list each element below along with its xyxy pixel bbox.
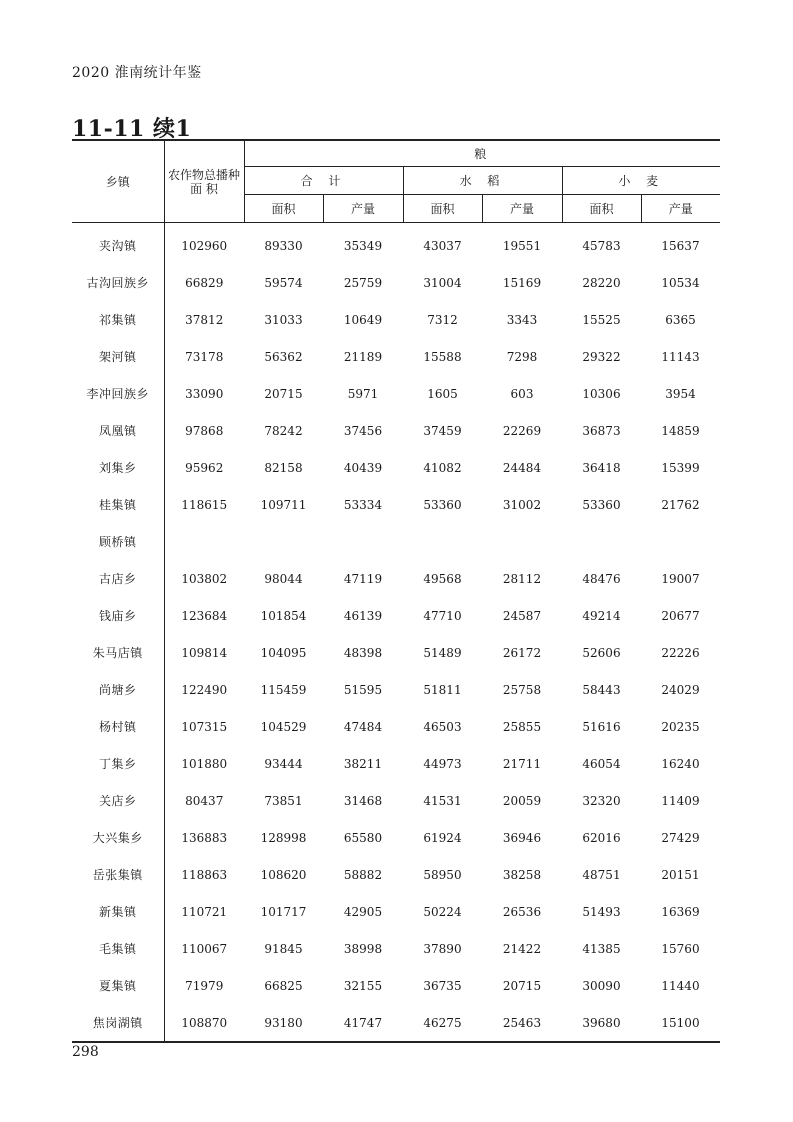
- town-cell: 刘集乡: [98, 461, 137, 475]
- wheat-area-cell: 58443: [582, 682, 621, 697]
- total-area-cell: 33090: [164, 375, 244, 412]
- total-area-cell: 80437: [164, 782, 244, 819]
- table-row: [72, 597, 720, 634]
- town-cell: 夹沟镇: [98, 239, 137, 253]
- grain-area-cell: 91845: [264, 941, 303, 956]
- rice-output-cell: 15169: [502, 275, 542, 290]
- wheat-output-cell: 24029: [661, 682, 700, 697]
- rice-output-cell: 26536: [502, 904, 542, 919]
- grain-area-cell: 93180: [264, 1015, 303, 1030]
- town-cell: 祁集镇: [98, 313, 137, 327]
- total-area-cell: 110721: [164, 893, 244, 930]
- table-row: [72, 338, 720, 375]
- grain-group-header: 粮: [244, 140, 720, 167]
- rice-output-cell: 28112: [502, 571, 542, 586]
- grain-output-cell: 46139: [343, 608, 383, 623]
- total-area-cell: 66829: [164, 264, 244, 301]
- grain-area-cell: 59574: [264, 275, 303, 290]
- rice-group-header: 水 稻: [403, 167, 562, 195]
- wheat-output-cell: 3954: [665, 386, 696, 401]
- grain-output-cell: 40439: [343, 460, 383, 475]
- table-row: [72, 967, 720, 1004]
- total-area-cell: 102960: [164, 223, 244, 265]
- wheat-area-cell: 29322: [582, 349, 621, 364]
- rice-output-cell: 26172: [502, 645, 542, 660]
- grain-area-cell: 82158: [264, 460, 303, 475]
- town-cell: 凤凰镇: [98, 424, 137, 438]
- grain-area-cell: 66825: [264, 978, 303, 993]
- rice-output-cell: 36946: [502, 830, 542, 845]
- wheat-output-cell: 22226: [661, 645, 700, 660]
- wheat-output-cell: 15637: [661, 238, 700, 253]
- rice-output-cell: 38258: [502, 867, 542, 882]
- total-area-cell: 118615: [164, 486, 244, 523]
- wheat-output-cell: 11409: [661, 793, 700, 808]
- total-area-cell: 123684: [164, 597, 244, 634]
- wheat-output-cell: 20235: [661, 719, 700, 734]
- grain-output-cell: 47119: [343, 571, 383, 586]
- town-cell: 钱庙乡: [98, 609, 137, 623]
- rice-output-cell: 22269: [502, 423, 542, 438]
- rice-output-cell: 19551: [502, 238, 542, 253]
- town-cell: 朱马店镇: [92, 646, 143, 660]
- town-cell: 新集镇: [98, 905, 137, 919]
- grain-output-cell: 5971: [347, 386, 379, 401]
- total-area-cell: 122490: [164, 671, 244, 708]
- rice-output-cell: 24484: [502, 460, 542, 475]
- rice-area-cell: 46503: [423, 719, 462, 734]
- rice-output-cell: 25855: [502, 719, 542, 734]
- total-area-cell: 73178: [164, 338, 244, 375]
- town-cell: 古沟回族乡: [86, 276, 149, 290]
- grain-area-cell: 20715: [264, 386, 303, 401]
- rice-area-cell: 61924: [423, 830, 462, 845]
- wheat-area-cell: 49214: [582, 608, 621, 623]
- grain-area-cell: 101717: [260, 904, 307, 919]
- wheat-output-header: 产量: [641, 195, 720, 223]
- rice-area-cell: [403, 523, 482, 560]
- rice-area-cell: 1605: [427, 386, 458, 401]
- wheat-area-cell: 48751: [582, 867, 621, 882]
- wheat-area-cell: 45783: [582, 238, 621, 253]
- wheat-area-cell: 52606: [582, 645, 621, 660]
- wheat-area-cell: 10306: [582, 386, 621, 401]
- grain-output-cell: 65580: [343, 830, 383, 845]
- table-row: [72, 930, 720, 967]
- grain-area-cell: 98044: [264, 571, 303, 586]
- wheat-area-cell: 39680: [582, 1015, 621, 1030]
- rice-output-cell: 20059: [502, 793, 542, 808]
- total-area-cell: [164, 523, 244, 560]
- town-cell: 顾桥镇: [98, 535, 137, 549]
- town-cell: 李冲回族乡: [86, 387, 149, 401]
- total-area-cell: 37812: [164, 301, 244, 338]
- total-area-cell: 109814: [164, 634, 244, 671]
- grain-output-cell: [323, 523, 403, 560]
- wheat-output-cell: 15100: [661, 1015, 700, 1030]
- grain-area-cell: 56362: [264, 349, 303, 364]
- table-row: [72, 412, 720, 449]
- total-area-cell: 107315: [164, 708, 244, 745]
- wheat-area-cell: 32320: [582, 793, 621, 808]
- town-cell: 桂集镇: [98, 498, 137, 512]
- rice-area-cell: 37459: [423, 423, 462, 438]
- grain-area-cell: 104095: [260, 645, 307, 660]
- rice-area-cell: 49568: [423, 571, 462, 586]
- rice-area-cell: 43037: [423, 238, 462, 253]
- statistics-table: [72, 139, 720, 1043]
- wheat-output-cell: 11143: [661, 349, 700, 364]
- grain-area-cell: 93444: [264, 756, 303, 771]
- wheat-area-cell: [562, 523, 641, 560]
- table-row: [72, 523, 720, 560]
- rice-output-cell: 24587: [502, 608, 542, 623]
- rice-area-cell: 44973: [423, 756, 462, 771]
- town-cell: 夏集镇: [98, 979, 137, 993]
- grain-output-cell: 37456: [343, 423, 383, 438]
- table-row: [72, 782, 720, 819]
- wheat-output-cell: 16369: [661, 904, 700, 919]
- table-row: [72, 264, 720, 301]
- rice-area-cell: 51811: [423, 682, 462, 697]
- wheat-area-cell: 51616: [582, 719, 621, 734]
- grain-output-cell: 48398: [343, 645, 383, 660]
- rice-area-cell: 53360: [423, 497, 462, 512]
- total-area-cell: 97868: [164, 412, 244, 449]
- wheat-output-cell: 15760: [661, 941, 700, 956]
- book-title: 2020 淮南统计年鉴: [72, 65, 202, 81]
- rice-output-header: 产量: [482, 195, 562, 223]
- grain-area-cell: [244, 523, 323, 560]
- wheat-area-cell: 62016: [582, 830, 621, 845]
- grain-area-cell: 31033: [264, 312, 303, 327]
- grain-output-cell: 25759: [343, 275, 383, 290]
- wheat-output-cell: 16240: [661, 756, 700, 771]
- rice-area-cell: 47710: [423, 608, 462, 623]
- wheat-output-cell: 20151: [661, 867, 700, 882]
- rice-area-cell: 50224: [423, 904, 462, 919]
- grain-output-cell: 53334: [343, 497, 383, 512]
- rice-area-cell: 58950: [423, 867, 462, 882]
- grain-output-cell: 32155: [343, 978, 383, 993]
- town-cell: 大兴集乡: [92, 831, 143, 845]
- grain-output-cell: 21189: [343, 349, 383, 364]
- grain-area-cell: 115459: [260, 682, 307, 697]
- grain-output-cell: 10649: [343, 312, 383, 327]
- table-row: [72, 819, 720, 856]
- table-row: [72, 745, 720, 782]
- wheat-output-cell: 20677: [661, 608, 700, 623]
- town-cell: 关店乡: [98, 794, 137, 808]
- wheat-area-cell: 36418: [582, 460, 621, 475]
- grain-area-cell: 78242: [264, 423, 303, 438]
- wheat-output-cell: 27429: [661, 830, 700, 845]
- table-row: [72, 375, 720, 412]
- total-area-cell: 108870: [164, 1004, 244, 1042]
- table-row: [72, 634, 720, 671]
- rice-output-cell: 25463: [502, 1015, 542, 1030]
- grain-output-cell: 42905: [343, 904, 383, 919]
- town-cell: 岳张集镇: [92, 868, 143, 882]
- rice-area-cell: 7312: [427, 312, 458, 327]
- rice-output-cell: [482, 523, 562, 560]
- page-number: 298: [72, 1044, 99, 1060]
- wheat-area-cell: 41385: [582, 941, 621, 956]
- grain-output-cell: 35349: [343, 238, 383, 253]
- grain-area-cell: 128998: [260, 830, 307, 845]
- grain-area-cell: 104529: [260, 719, 307, 734]
- rice-output-cell: 21422: [502, 941, 542, 956]
- table-title: 11-11 续1: [72, 116, 192, 142]
- total-area-cell: 103802: [164, 560, 244, 597]
- wheat-area-cell: 28220: [582, 275, 621, 290]
- wheat-area-cell: 46054: [582, 756, 621, 771]
- rice-output-cell: 25758: [502, 682, 542, 697]
- wheat-area-cell: 15525: [582, 312, 621, 327]
- table-row: [72, 1004, 720, 1042]
- town-cell: 焦岗湖镇: [92, 1016, 143, 1030]
- wheat-output-cell: [641, 523, 720, 560]
- table-row: [72, 708, 720, 745]
- town-cell: 古店乡: [98, 572, 137, 586]
- wheat-output-cell: 14859: [661, 423, 700, 438]
- rice-area-cell: 37890: [423, 941, 462, 956]
- table-row: [72, 560, 720, 597]
- table-header: [72, 140, 720, 223]
- wheat-area-cell: 30090: [582, 978, 621, 993]
- rice-output-cell: 3343: [506, 312, 538, 327]
- total-area-header-line2: 面 积: [190, 181, 218, 196]
- total-area-cell: 71979: [164, 967, 244, 1004]
- rice-output-cell: 7298: [506, 349, 538, 364]
- grain-output-cell: 38998: [343, 941, 383, 956]
- rice-area-cell: 15588: [423, 349, 462, 364]
- table-row: [72, 856, 720, 893]
- grain-output-cell: 31468: [343, 793, 383, 808]
- rice-output-cell: 31002: [502, 497, 542, 512]
- rice-output-cell: 20715: [502, 978, 542, 993]
- table-row: [72, 893, 720, 930]
- rice-output-cell: 603: [510, 386, 534, 401]
- rice-area-cell: 36735: [423, 978, 462, 993]
- wheat-area-cell: 36873: [582, 423, 621, 438]
- town-cell: 丁集乡: [98, 757, 137, 771]
- town-cell: 架河镇: [98, 350, 137, 364]
- total-area-cell: 101880: [164, 745, 244, 782]
- grain-area-cell: 101854: [260, 608, 307, 623]
- table-body: [72, 223, 720, 1043]
- wheat-output-cell: 10534: [661, 275, 700, 290]
- wheat-output-cell: 6365: [665, 312, 696, 327]
- table-row: [72, 449, 720, 486]
- subtotal-group-header: 合 计: [244, 167, 403, 195]
- subtotal-output-header: 产量: [323, 195, 403, 223]
- grain-area-cell: 109711: [260, 497, 307, 512]
- grain-output-cell: 58882: [343, 867, 383, 882]
- total-area-cell: 136883: [164, 819, 244, 856]
- grain-output-cell: 51595: [343, 682, 383, 697]
- table-row: [72, 671, 720, 708]
- town-cell: 尚塘乡: [98, 683, 137, 697]
- wheat-output-cell: 21762: [661, 497, 700, 512]
- grain-output-cell: 41747: [343, 1015, 383, 1030]
- wheat-group-header: 小 麦: [562, 167, 720, 195]
- grain-area-cell: 108620: [260, 867, 307, 882]
- rice-area-cell: 51489: [423, 645, 462, 660]
- wheat-area-cell: 48476: [582, 571, 621, 586]
- total-area-column-header: [164, 140, 244, 223]
- rice-area-header: 面积: [403, 195, 482, 223]
- total-area-cell: 118863: [164, 856, 244, 893]
- table-row: [72, 301, 720, 338]
- wheat-output-cell: 11440: [661, 978, 700, 993]
- subtotal-area-header: 面积: [244, 195, 323, 223]
- town-cell: 杨村镇: [98, 720, 137, 734]
- rice-area-cell: 41082: [423, 460, 462, 475]
- wheat-area-cell: 51493: [582, 904, 621, 919]
- grain-area-cell: 73851: [264, 793, 303, 808]
- wheat-area-header: 面积: [562, 195, 641, 223]
- grain-area-cell: 89330: [264, 238, 303, 253]
- grain-output-cell: 47484: [343, 719, 383, 734]
- total-area-header-line1: 农作物总播种: [167, 167, 240, 182]
- town-cell: 毛集镇: [98, 942, 137, 956]
- table-row: [72, 486, 720, 523]
- wheat-area-cell: 53360: [582, 497, 621, 512]
- table-row: [72, 223, 720, 265]
- rice-area-cell: 41531: [423, 793, 462, 808]
- town-column-header: 乡镇: [72, 140, 164, 223]
- total-area-cell: 95962: [164, 449, 244, 486]
- grain-output-cell: 38211: [343, 756, 383, 771]
- rice-output-cell: 21711: [502, 756, 542, 771]
- rice-area-cell: 46275: [423, 1015, 462, 1030]
- wheat-output-cell: 15399: [661, 460, 700, 475]
- rice-area-cell: 31004: [423, 275, 462, 290]
- wheat-output-cell: 19007: [661, 571, 700, 586]
- total-area-cell: 110067: [164, 930, 244, 967]
